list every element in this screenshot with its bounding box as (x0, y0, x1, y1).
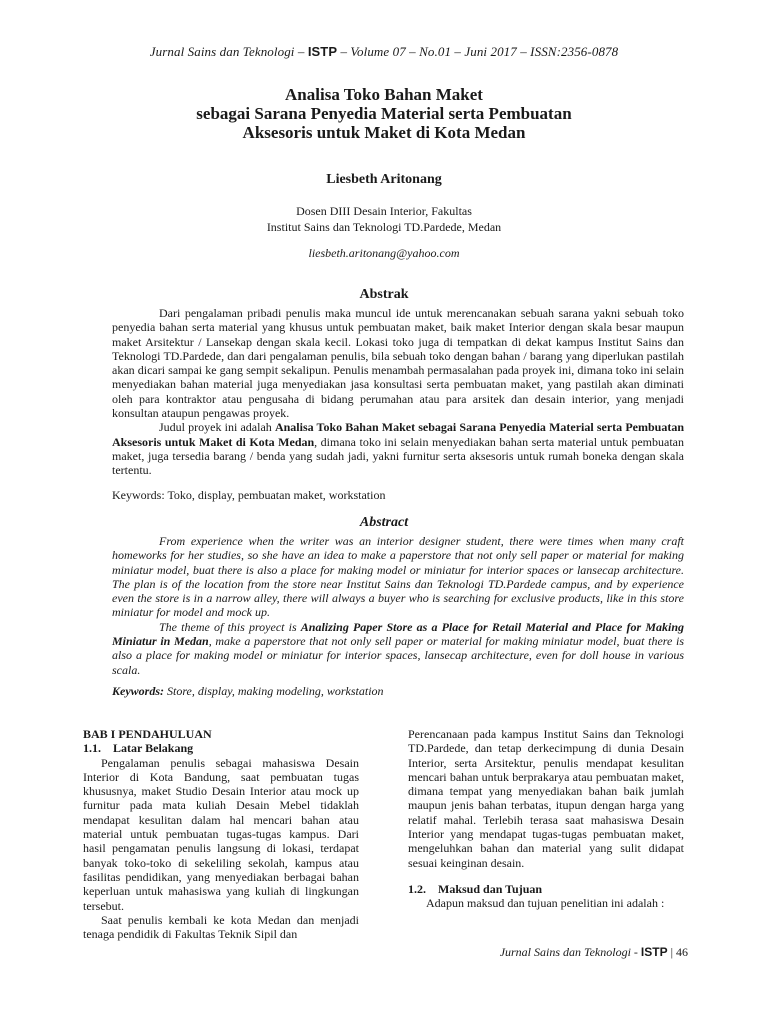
section-number: 1.1. (83, 741, 101, 756)
left-column (83, 727, 359, 941)
body-paragraph: Perencanaan pada kampus Institut Sains dan Teknologi TD.Pardede, dan tetap derkecimpung di dunia Desain Interior, serta Arsitektur, penulis mendapat kesulitan mencari bahan untuk berprakarya atau pembuatan maket, dimana tempat yang menyediakan bahan baik jumlah maupun jenis bahan terbatas, itupun dengan harga yang relatif mahal. Terlebih terasa saat mahasiswa Desain Interior yang mendapat tugas-tugas pembuatan maket, mengeluhkan bahan dan material yang sulit didapat sesuai keinginan desain. (408, 727, 684, 870)
section-title: Latar Belakang (113, 741, 194, 756)
abstrak-body (112, 306, 684, 478)
running-header (0, 44, 768, 60)
page-footer (480, 945, 688, 960)
title-line-2: sebagai Sarana Penyedia Material serta Pembuatan (196, 104, 572, 123)
abstract-p2-rest: , make a paperstore that not only sell paper or material for making miniatur model, buat there is also a place for making model or miniatur for interior spaces, lansecap architecture, even for doll house in various scala. (112, 634, 684, 677)
page-number: 46 (676, 945, 688, 959)
body-paragraph: Pengalaman penulis sebagai mahasiswa Desain Interior di Kota Bandung, saat pembuatan tugas khususnya, maket Studio Desain Interior atau mock up furnitur pada mata kuliah Desain Mebel tidaklah mendapat kesulitan dalam hal mencari bahan atau material untuk pembuatan tugas-tugas kampus. Dari hasil pengamatan penulis langsung di lokasi, terdapat banyak toko-toko di sekeliling sekolah, kampus atau fasilitas pendidikan, yang menyediakan berbagai bahan keperluan untuk mahasiswa yang kuliah di lingkungan tersebut. (83, 755, 359, 913)
affiliation-line-2: Institut Sains dan Teknologi TD.Pardede, Medan (266, 220, 502, 234)
abstrak-p2-text: Judul proyek ini adalah (159, 420, 275, 435)
footer-logo: ISTP (640, 945, 668, 959)
chapter-heading: BAB I PENDAHULUAN (83, 727, 212, 741)
abstrak-p2-bold: Analisa Toko Bahan Maket sebagai Sarana Penyedia Material serta Pembuatan Aksesoris untuk Maket di Kota Medan (112, 420, 685, 449)
abstrak-p2-rest: , dimana toko ini selain menyediakan bahan serta material untuk pembuatan maket, juga tersedia barang / benda yang sudah jadi, yakni furnitur serta aksesoris untuk rumah boneka dengan skala tertentu. (112, 434, 685, 478)
author-name: Liesbeth Aritonang (326, 172, 442, 187)
footer-separator: | (667, 945, 676, 959)
abstract-heading: Abstract (359, 515, 409, 530)
abstrak-keywords: Keywords: Toko, display, pembuatan maket, workstation (112, 488, 386, 502)
journal-logo: ISTP (307, 44, 338, 59)
paper-title (0, 85, 768, 142)
footer-journal: Jurnal Sains dan Teknologi - (499, 945, 641, 959)
title-line-1: Analisa Toko Bahan Maket (285, 85, 483, 104)
abstrak-paragraph-2 (112, 420, 684, 477)
journal-name: Jurnal Sains dan Teknologi – (149, 44, 308, 59)
body-paragraph: Adapun maksud dan tujuan penelitian ini adalah : (426, 896, 665, 911)
title-line-3: Aksesoris untuk Maket di Kota Medan (242, 123, 526, 142)
section-1-2-heading (408, 882, 684, 896)
abstract-paragraph-1: From experience when the writer was an interior designer student, there were times when many craft homeworks for her studies, so she have an idea to make a paperstore that not only sell paper or material for making miniatur model, buat there is also a place for making model or miniatur for interior spaces or lansecap architecture. The plan is of the location from the store near Institut Sains dan Teknologi TD.Pardede campus, and by experience even the store is in a narrow alley, there will always a buyer who is searching for exclusive products, like in this store miniatur for model and mock up. (112, 534, 684, 620)
abstract-keywords (112, 684, 684, 699)
keywords-text: Store, display, making modeling, workstation (164, 684, 384, 698)
section-title: Maksud dan Tujuan (438, 881, 543, 896)
section-number: 1.2. (408, 881, 426, 896)
abstract-p2-bold: Analizing Paper Store as a Place for Retail Material and Place for Making Miniatur in Medan (112, 619, 684, 649)
right-column (408, 727, 684, 911)
abstract-p2-text: The theme of this proyect is (159, 619, 301, 634)
abstract-paragraph-2 (112, 620, 684, 677)
body-paragraph: Saat penulis kembali ke kota Medan dan menjadi tenaga pendidik di Fakultas Teknik Sipil dan (83, 912, 359, 942)
keywords-label: Keywords: (112, 684, 164, 698)
affiliation-line-1: Dosen DIII Desain Interior, Fakultas (296, 204, 472, 218)
volume-info: – Volume 07 – No.01 – Juni 2017 – ISSN:2356-0878 (337, 44, 619, 59)
abstrak-paragraph-1: Dari pengalaman pribadi penulis maka muncul ide untuk merencanakan sebuah sarana yakni sebuah toko penyedia bahan serta material yang khusus untuk pembuatan maket, baik maket Interior dengan skala besar maupun maket Arsitektur / Lansekap dengan skala kecil. Lokasi toko juga di tempatkan di dekat kampus Institut Sains dan Teknologi TD.Pardede, dan dari pengalaman penulis, bila sebuah toko dengan bahan / barang yang diperlukan pastilah akan dicari sampai ke gang sempit sekalipun. Penulis menambah permasalahan pada proyek ini, dimana toko ini selain menyediakan bahan material juga menyediakan jasa konsultasi serta pembuatan maket, yang pastilah akan diminati oleh para kontraktor atau pengusaha di bidang perumahan atau para arsitek dan desain interior, yang menjadi konsultan ataupun pengawas proyek. (112, 306, 684, 421)
affiliation (0, 203, 768, 235)
section-1-1-heading (83, 741, 359, 755)
abstract-body (112, 534, 684, 677)
author-email[interactable]: liesbeth.aritonang@yahoo.com (308, 246, 460, 260)
abstrak-heading: Abstrak (359, 287, 409, 302)
